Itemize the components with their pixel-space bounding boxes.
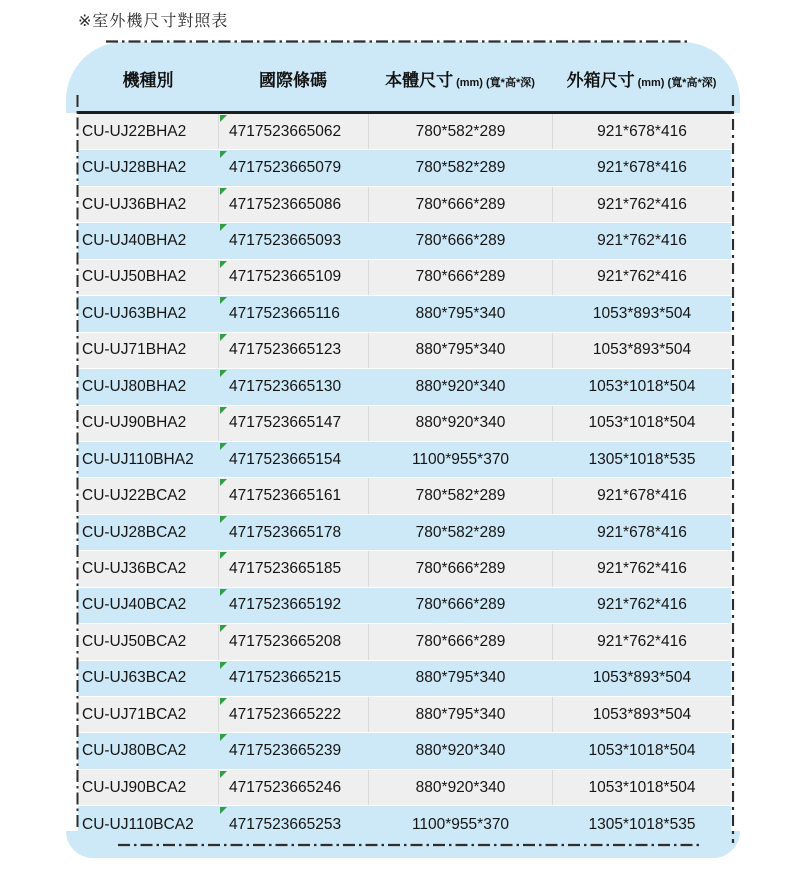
body-size-cell: 880*795*340	[368, 296, 552, 331]
barcode-cell	[218, 624, 368, 659]
box-size-cell: 1053*893*504	[552, 697, 731, 732]
barcode-cell	[218, 588, 368, 623]
barcode-value: 4717523665123	[229, 341, 342, 359]
column-header-box-size-unit: (mm) (寬*高*深)	[637, 77, 717, 89]
barcode-cell	[218, 150, 368, 185]
table-row	[78, 478, 731, 514]
model-cell: CU-UJ110BHA2	[82, 450, 194, 468]
barcode-cell	[218, 515, 368, 550]
model-cell: CU-UJ40BCA2	[82, 596, 187, 614]
model-cell: CU-UJ80BCA2	[82, 742, 187, 760]
model-cell: CU-UJ63BHA2	[82, 304, 187, 322]
model-cell: CU-UJ36BCA2	[82, 559, 187, 577]
table-row	[78, 369, 731, 405]
body-size-cell: 780*666*289	[368, 223, 552, 258]
barcode-value: 4717523665215	[229, 669, 342, 687]
column-header-body-size	[368, 66, 552, 91]
barcode-cell	[218, 697, 368, 732]
table-row	[78, 515, 731, 551]
column-header-box-size	[552, 66, 731, 91]
table-row	[78, 697, 731, 733]
model-cell: CU-UJ71BCA2	[82, 705, 187, 723]
body-size-cell: 880*920*340	[368, 369, 552, 404]
barcode-value: 4717523665178	[229, 523, 342, 541]
excel-corner-flag-icon	[220, 370, 227, 377]
table-row	[78, 150, 731, 186]
barcode-value: 4717523665147	[229, 414, 342, 432]
barcode-value: 4717523665208	[229, 632, 342, 650]
model-cell: CU-UJ90BHA2	[82, 414, 187, 432]
table-row	[78, 260, 731, 296]
box-size-cell: 921*678*416	[552, 150, 731, 185]
barcode-value: 4717523665239	[229, 742, 342, 760]
excel-corner-flag-icon	[220, 443, 227, 450]
body-size-cell: 780*582*289	[368, 150, 552, 185]
excel-corner-flag-icon	[220, 224, 227, 231]
table-row	[78, 770, 731, 806]
barcode-cell	[218, 442, 368, 477]
box-size-cell: 921*762*416	[552, 187, 731, 222]
barcode-cell	[218, 551, 368, 586]
barcode-cell	[218, 187, 368, 222]
table-row	[78, 296, 731, 332]
column-header-model	[78, 66, 218, 91]
model-cell: CU-UJ22BHA2	[82, 122, 187, 140]
barcode-value: 4717523665130	[229, 377, 342, 395]
excel-corner-flag-icon	[220, 734, 227, 741]
excel-corner-flag-icon	[220, 625, 227, 632]
barcode-value: 4717523665154	[229, 450, 342, 468]
barcode-cell	[218, 770, 368, 805]
table-row	[78, 806, 731, 842]
body-size-cell: 780*666*289	[368, 187, 552, 222]
barcode-cell	[218, 333, 368, 368]
box-size-cell: 921*762*416	[552, 551, 731, 586]
barcode-value: 4717523665185	[229, 559, 342, 577]
table-row	[78, 187, 731, 223]
excel-corner-flag-icon	[220, 297, 227, 304]
excel-corner-flag-icon	[220, 407, 227, 414]
barcode-cell	[218, 260, 368, 295]
table-row	[78, 661, 731, 697]
excel-corner-flag-icon	[220, 516, 227, 523]
table-row	[78, 442, 731, 478]
barcode-value: 4717523665222	[229, 705, 342, 723]
box-size-cell: 921*762*416	[552, 624, 731, 659]
body-size-cell: 780*666*289	[368, 551, 552, 586]
barcode-cell	[218, 733, 368, 768]
body-size-cell: 880*795*340	[368, 333, 552, 368]
column-header-body-size-unit: (mm) (寬*高*深)	[456, 77, 535, 89]
excel-corner-flag-icon	[220, 698, 227, 705]
model-cell: CU-UJ90BCA2	[82, 778, 187, 796]
box-size-cell: 1053*893*504	[552, 661, 731, 696]
box-size-cell: 1053*1018*504	[552, 770, 731, 805]
page-title: ※室外機尺寸對照表	[78, 13, 229, 30]
barcode-value: 4717523665109	[229, 268, 342, 286]
barcode-value: 4717523665253	[229, 815, 342, 833]
table-row	[78, 551, 731, 587]
excel-corner-flag-icon	[220, 479, 227, 486]
barcode-value: 4717523665093	[229, 232, 342, 250]
table-row	[78, 588, 731, 624]
barcode-cell	[218, 478, 368, 513]
box-size-cell: 1053*1018*504	[552, 733, 731, 768]
model-cell: CU-UJ28BHA2	[82, 159, 187, 177]
body-size-cell: 780*666*289	[368, 624, 552, 659]
body-size-cell: 780*582*289	[368, 478, 552, 513]
barcode-cell	[218, 661, 368, 696]
barcode-value: 4717523665161	[229, 487, 342, 505]
excel-corner-flag-icon	[220, 662, 227, 669]
column-header-barcode	[218, 66, 368, 91]
barcode-value: 4717523665062	[229, 122, 342, 140]
box-size-cell: 921*762*416	[552, 223, 731, 258]
barcode-cell	[218, 369, 368, 404]
box-size-cell: 921*762*416	[552, 588, 731, 623]
box-size-cell: 1053*1018*504	[552, 406, 731, 441]
table-header-row	[78, 46, 731, 111]
excel-corner-flag-icon	[220, 188, 227, 195]
model-cell: CU-UJ63BCA2	[82, 669, 187, 687]
body-size-cell: 780*582*289	[368, 114, 552, 149]
model-cell: CU-UJ36BHA2	[82, 195, 187, 213]
model-cell: CU-UJ71BHA2	[82, 341, 187, 359]
barcode-cell	[218, 223, 368, 258]
model-cell: CU-UJ22BCA2	[82, 487, 187, 505]
table-row	[78, 114, 731, 150]
excel-corner-flag-icon	[220, 552, 227, 559]
box-size-cell: 1053*1018*504	[552, 369, 731, 404]
model-cell: CU-UJ80BHA2	[82, 377, 187, 395]
body-size-cell: 780*582*289	[368, 515, 552, 550]
barcode-value: 4717523665246	[229, 778, 342, 796]
table-row	[78, 223, 731, 259]
model-cell: CU-UJ110BCA2	[82, 815, 194, 833]
body-size-cell: 1100*955*370	[368, 442, 552, 477]
column-header-model-label: 機種別	[122, 71, 174, 90]
model-cell: CU-UJ40BHA2	[82, 232, 187, 250]
box-size-cell: 1053*893*504	[552, 296, 731, 331]
body-size-cell: 780*666*289	[368, 260, 552, 295]
excel-corner-flag-icon	[220, 151, 227, 158]
excel-corner-flag-icon	[220, 115, 227, 122]
barcode-cell	[218, 296, 368, 331]
body-size-cell: 880*920*340	[368, 406, 552, 441]
column-header-box-size-label: 外箱尺寸	[566, 71, 635, 90]
dimension-table	[78, 114, 731, 843]
barcode-value: 4717523665086	[229, 195, 342, 213]
barcode-cell	[218, 806, 368, 842]
box-size-cell: 1305*1018*535	[552, 806, 731, 842]
excel-corner-flag-icon	[220, 261, 227, 268]
body-size-cell: 780*666*289	[368, 588, 552, 623]
body-size-cell: 1100*955*370	[368, 806, 552, 842]
barcode-value: 4717523665079	[229, 159, 342, 177]
body-size-cell: 880*920*340	[368, 733, 552, 768]
box-size-cell: 921*762*416	[552, 260, 731, 295]
excel-corner-flag-icon	[220, 334, 227, 341]
box-size-cell: 1053*893*504	[552, 333, 731, 368]
box-size-cell: 921*678*416	[552, 114, 731, 149]
box-size-cell: 921*678*416	[552, 478, 731, 513]
excel-corner-flag-icon	[220, 589, 227, 596]
excel-corner-flag-icon	[220, 771, 227, 778]
column-header-body-size-label: 本體尺寸	[385, 71, 454, 90]
barcode-value: 4717523665116	[229, 304, 340, 322]
model-cell: CU-UJ50BCA2	[82, 632, 187, 650]
model-cell: CU-UJ50BHA2	[82, 268, 187, 286]
barcode-cell	[218, 406, 368, 441]
column-header-barcode-label: 國際條碼	[259, 71, 327, 90]
table-row	[78, 733, 731, 769]
box-size-cell: 1305*1018*535	[552, 442, 731, 477]
excel-corner-flag-icon	[220, 807, 227, 814]
body-size-cell: 880*920*340	[368, 770, 552, 805]
model-cell: CU-UJ28BCA2	[82, 523, 187, 541]
body-size-cell: 880*795*340	[368, 661, 552, 696]
table-row	[78, 624, 731, 660]
body-size-cell: 880*795*340	[368, 697, 552, 732]
barcode-cell	[218, 114, 368, 149]
table-row	[78, 406, 731, 442]
table-row	[78, 333, 731, 369]
barcode-value: 4717523665192	[229, 596, 342, 614]
box-size-cell: 921*678*416	[552, 515, 731, 550]
